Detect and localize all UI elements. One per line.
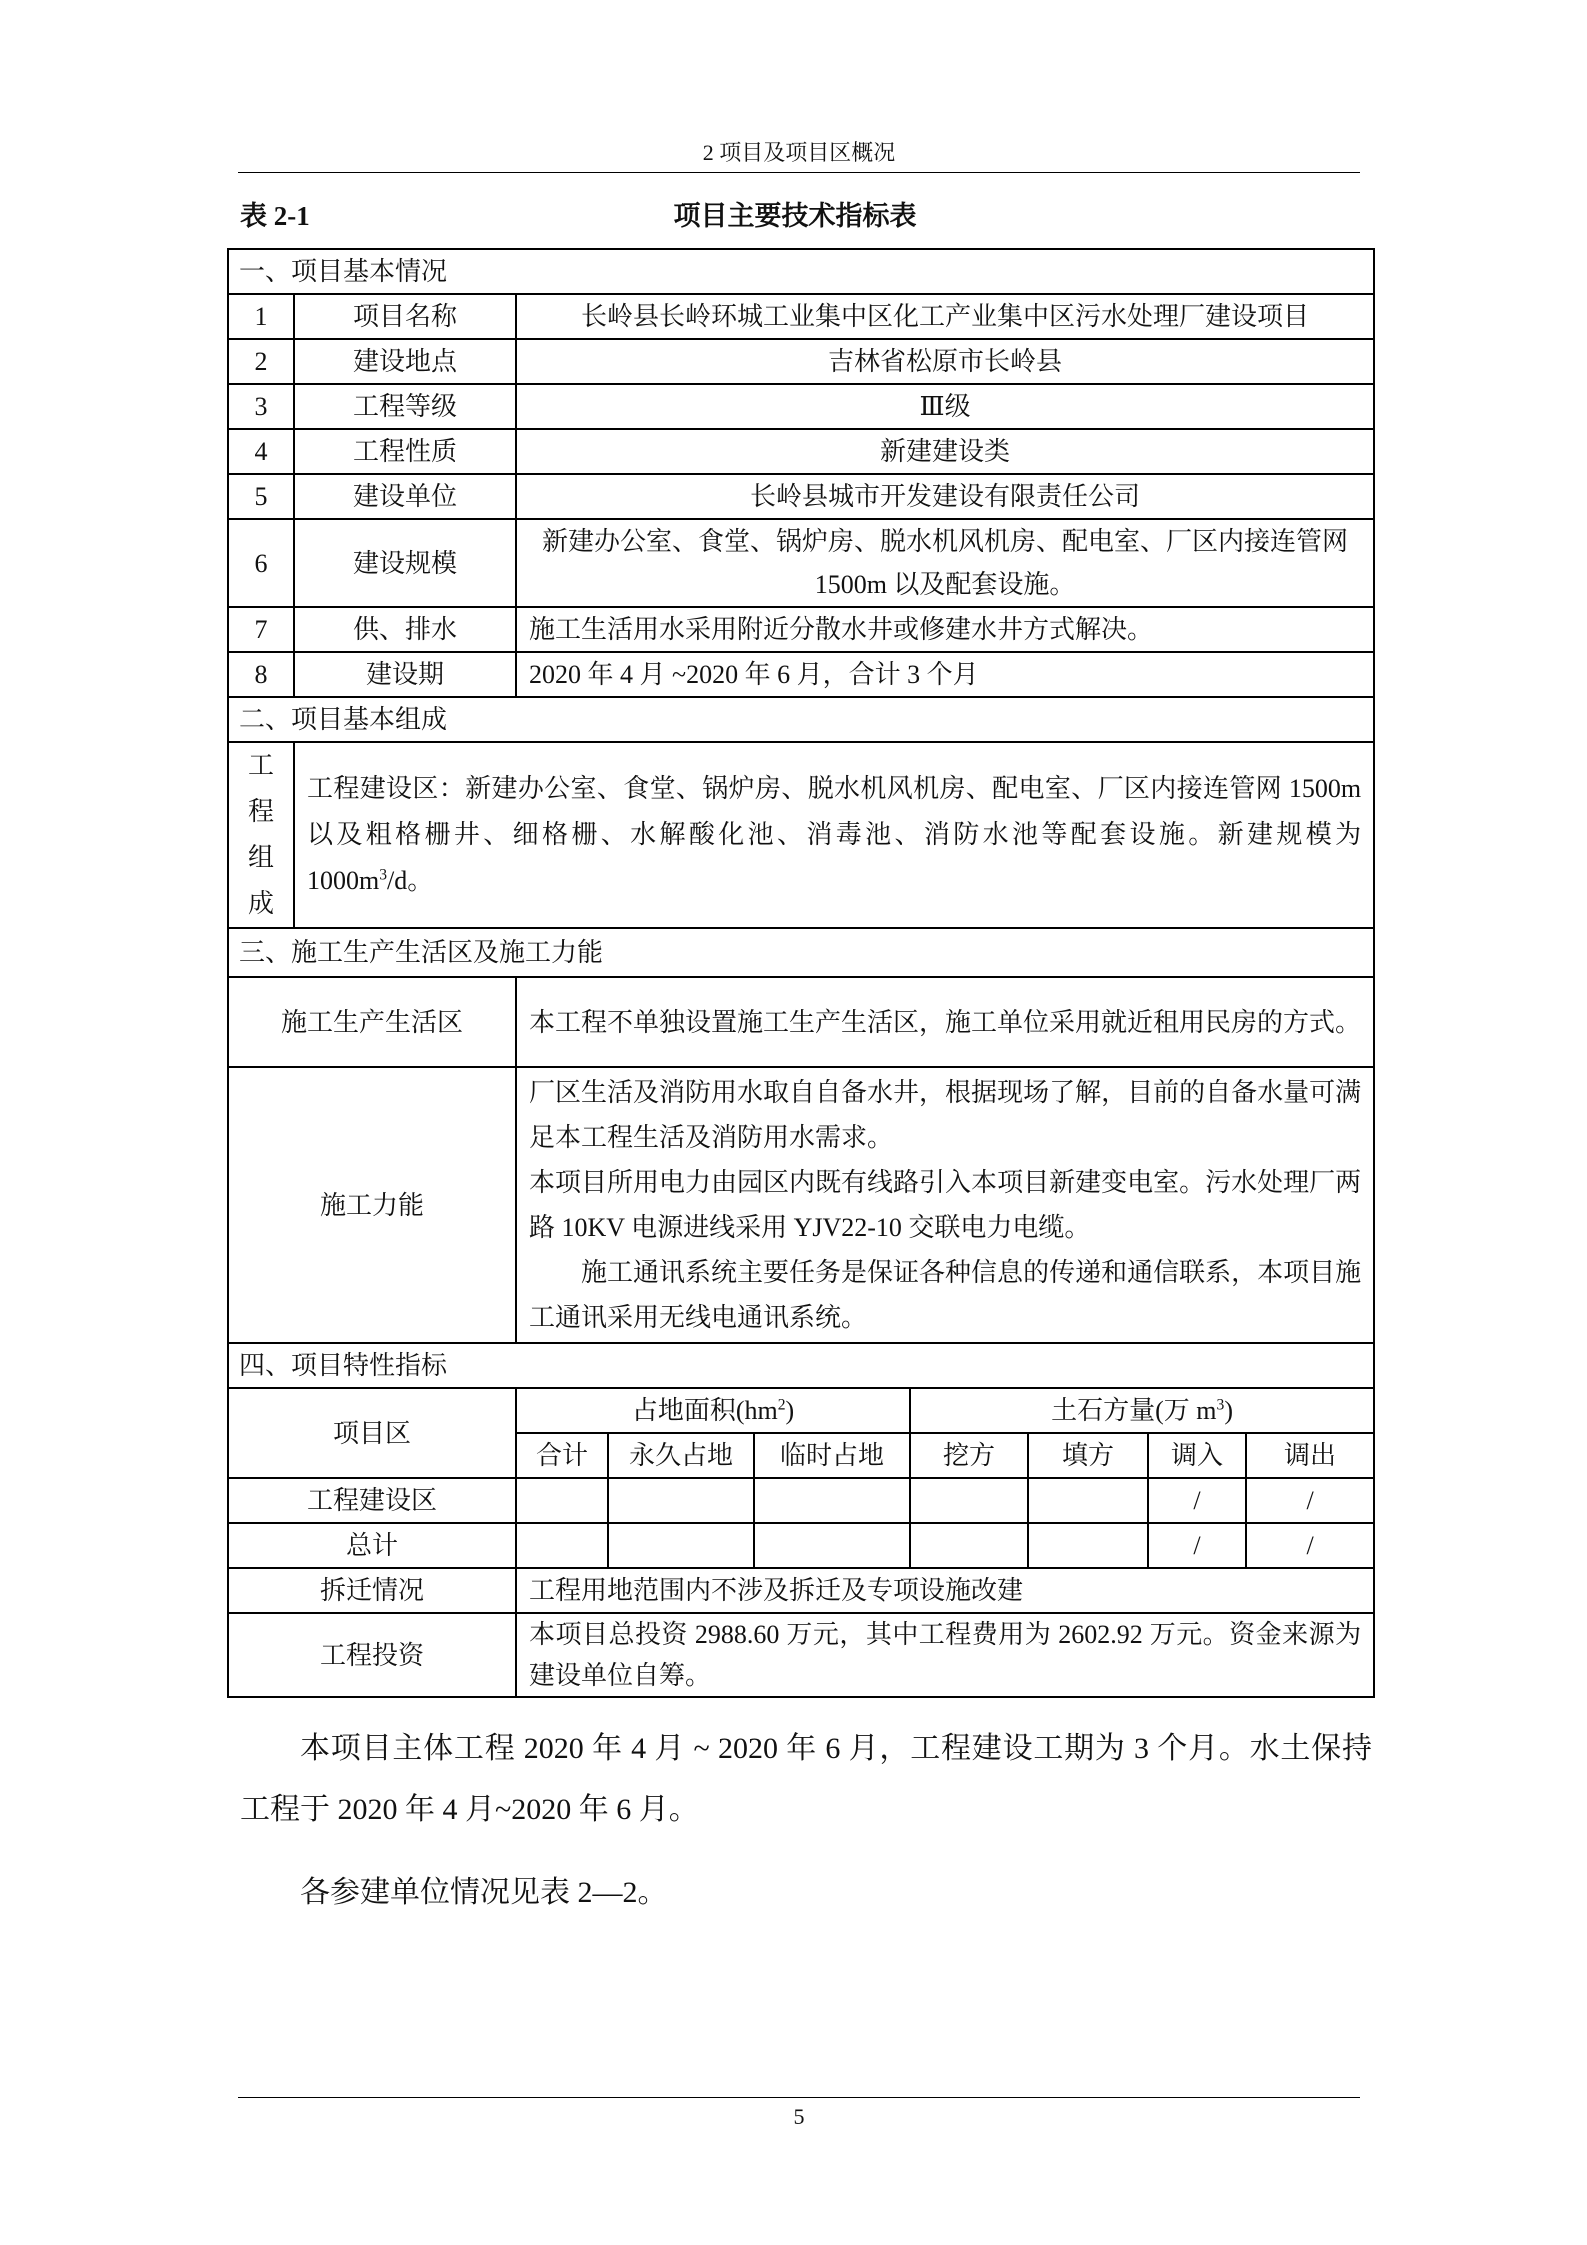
row-value: 施工生活用水采用附近分散水井或修建水井方式解决。 bbox=[516, 607, 1374, 652]
table-row bbox=[228, 339, 1374, 384]
row-label: 建设单位 bbox=[294, 474, 516, 519]
row-label: 建设期 bbox=[294, 652, 516, 697]
table-row bbox=[228, 429, 1374, 474]
row-label: 建设地点 bbox=[294, 339, 516, 384]
row-value: 新建建设类 bbox=[516, 429, 1374, 474]
row-label: 项目名称 bbox=[294, 294, 516, 339]
body-paragraph: 本项目主体工程 2020 年 4 月 ~ 2020 年 6 月，工程建设工期为 3 个月。水土保持工程于 2020 年 4 月~2020 年 6 月。 bbox=[240, 1732, 1372, 1826]
superscript: 2 bbox=[777, 1396, 786, 1414]
superscript: 3 bbox=[1216, 1396, 1225, 1414]
row-value: 吉林省松原市长岭县 bbox=[516, 339, 1374, 384]
row-number: 6 bbox=[228, 519, 294, 607]
land-header: 占地面积(hm bbox=[631, 1396, 778, 1425]
composition-label-cell bbox=[228, 742, 294, 928]
table-row bbox=[228, 474, 1374, 519]
body-paragraph: 各参建单位情况见表 2—2。 bbox=[300, 1876, 668, 1909]
power-paragraph: 施工通讯系统主要任务是保证各种信息的传递和通信联系，本项目施工通讯采用无线电通讯系统。 bbox=[529, 1258, 1362, 1332]
column-header: 永久占地 bbox=[608, 1433, 754, 1478]
row-label: 工程投资 bbox=[228, 1613, 516, 1697]
column-header: 填方 bbox=[1028, 1433, 1148, 1478]
table-row bbox=[228, 519, 1374, 607]
row-number: 7 bbox=[228, 607, 294, 652]
superscript: 3 bbox=[379, 866, 388, 884]
row-number: 2 bbox=[228, 339, 294, 384]
paren: ) bbox=[1224, 1396, 1233, 1425]
power-paragraph: 厂区生活及消防用水取自自备水井，根据现场了解，目前的自备水量可满足本工程生活及消防用水需求。 bbox=[529, 1078, 1362, 1152]
section-heading: 三、施工生产生活区及施工力能 bbox=[228, 928, 1374, 977]
tech-indicator-table bbox=[227, 248, 1375, 1698]
row-value: 新建办公室、食堂、锅炉房、脱水机风机房、配电室、厂区内接连管网 1500m 以及配套设施。 bbox=[516, 519, 1374, 607]
table-row bbox=[228, 1478, 1374, 1523]
row-value: 长岭县城市开发建设有限责任公司 bbox=[516, 474, 1374, 519]
row-number: 3 bbox=[228, 384, 294, 429]
column-header bbox=[910, 1388, 1374, 1433]
table-row bbox=[228, 607, 1374, 652]
row-value: 工程用地范围内不涉及拆迁及专项设施改建 bbox=[516, 1568, 1374, 1613]
table-row bbox=[228, 294, 1374, 339]
section-heading: 一、项目基本情况 bbox=[228, 249, 1374, 294]
table-row bbox=[228, 742, 1374, 928]
row-label: 建设规模 bbox=[294, 519, 516, 607]
section-heading: 二、项目基本组成 bbox=[228, 697, 1374, 742]
power-paragraph: 本项目所用电力由园区内既有线路引入本项目新建变电室。污水处理厂两路 10KV 电源进线采用 YJV22-10 交联电力电缆。 bbox=[529, 1168, 1362, 1242]
page-number: 5 bbox=[793, 2104, 805, 2129]
row-label: 拆迁情况 bbox=[228, 1568, 516, 1613]
row-value: Ⅲ级 bbox=[516, 384, 1374, 429]
column-header: 合计 bbox=[516, 1433, 608, 1478]
row-value: 长岭县长岭环城工业集中区化工产业集中区污水处理厂建设项目 bbox=[516, 294, 1374, 339]
row-label: 供、排水 bbox=[294, 607, 516, 652]
cell: / bbox=[1246, 1478, 1374, 1523]
row-number: 1 bbox=[228, 294, 294, 339]
table-row bbox=[228, 1568, 1374, 1613]
row-value bbox=[516, 1067, 1374, 1343]
composition-label: 工程组成 bbox=[247, 751, 274, 918]
earth-header: 土石方量(万 m bbox=[1051, 1396, 1217, 1425]
running-header: 2 项目及项目区概况 bbox=[702, 140, 896, 165]
table-number: 表 2-1 bbox=[240, 201, 310, 231]
row-label: 总计 bbox=[228, 1523, 516, 1568]
cell: / bbox=[1246, 1523, 1374, 1568]
column-header: 项目区 bbox=[228, 1388, 516, 1478]
row-label: 施工力能 bbox=[228, 1067, 516, 1343]
table-row bbox=[228, 977, 1374, 1067]
composition-body: 工程建设区：新建办公室、食堂、锅炉房、脱水机风机房、配电室、厂区内接连管网 1500m 以及粗格栅井、细格栅、水解酸化池、消毒池、消防水池等配套设施。新建规模为 1000m bbox=[307, 774, 1362, 895]
content-flow bbox=[227, 248, 1373, 1923]
row-number: 4 bbox=[228, 429, 294, 474]
row-value: 本项目总投资 2988.60 万元，其中工程费用为 2602.92 万元。资金来源为建设单位自筹。 bbox=[516, 1613, 1374, 1697]
column-header: 临时占地 bbox=[754, 1433, 910, 1478]
cell: / bbox=[1148, 1523, 1246, 1568]
row-label: 工程等级 bbox=[294, 384, 516, 429]
row-label: 施工生产生活区 bbox=[228, 977, 516, 1067]
table-title: 项目主要技术指标表 bbox=[673, 201, 917, 231]
column-header: 调出 bbox=[1246, 1433, 1374, 1478]
column-header bbox=[516, 1388, 910, 1433]
table-row bbox=[228, 1067, 1374, 1343]
table-row bbox=[228, 1523, 1374, 1568]
section-heading: 四、项目特性指标 bbox=[228, 1343, 1374, 1388]
footer-rule bbox=[238, 2097, 1360, 2098]
composition-text bbox=[294, 742, 1374, 928]
table-row bbox=[228, 1613, 1374, 1697]
row-label: 工程建设区 bbox=[228, 1478, 516, 1523]
header-rule bbox=[238, 172, 1360, 173]
table-row bbox=[228, 652, 1374, 697]
row-number: 5 bbox=[228, 474, 294, 519]
row-value: 2020 年 4 月 ~2020 年 6 月，合计 3 个月 bbox=[516, 652, 1374, 697]
paren: ) bbox=[785, 1396, 795, 1425]
column-header: 挖方 bbox=[910, 1433, 1028, 1478]
cell: / bbox=[1148, 1478, 1246, 1523]
row-number: 8 bbox=[228, 652, 294, 697]
column-header: 调入 bbox=[1148, 1433, 1246, 1478]
row-value: 本工程不单独设置施工生产生活区，施工单位采用就近租用民房的方式。 bbox=[516, 977, 1374, 1067]
table-row bbox=[228, 384, 1374, 429]
composition-tail: /d。 bbox=[387, 866, 434, 895]
row-label: 工程性质 bbox=[294, 429, 516, 474]
